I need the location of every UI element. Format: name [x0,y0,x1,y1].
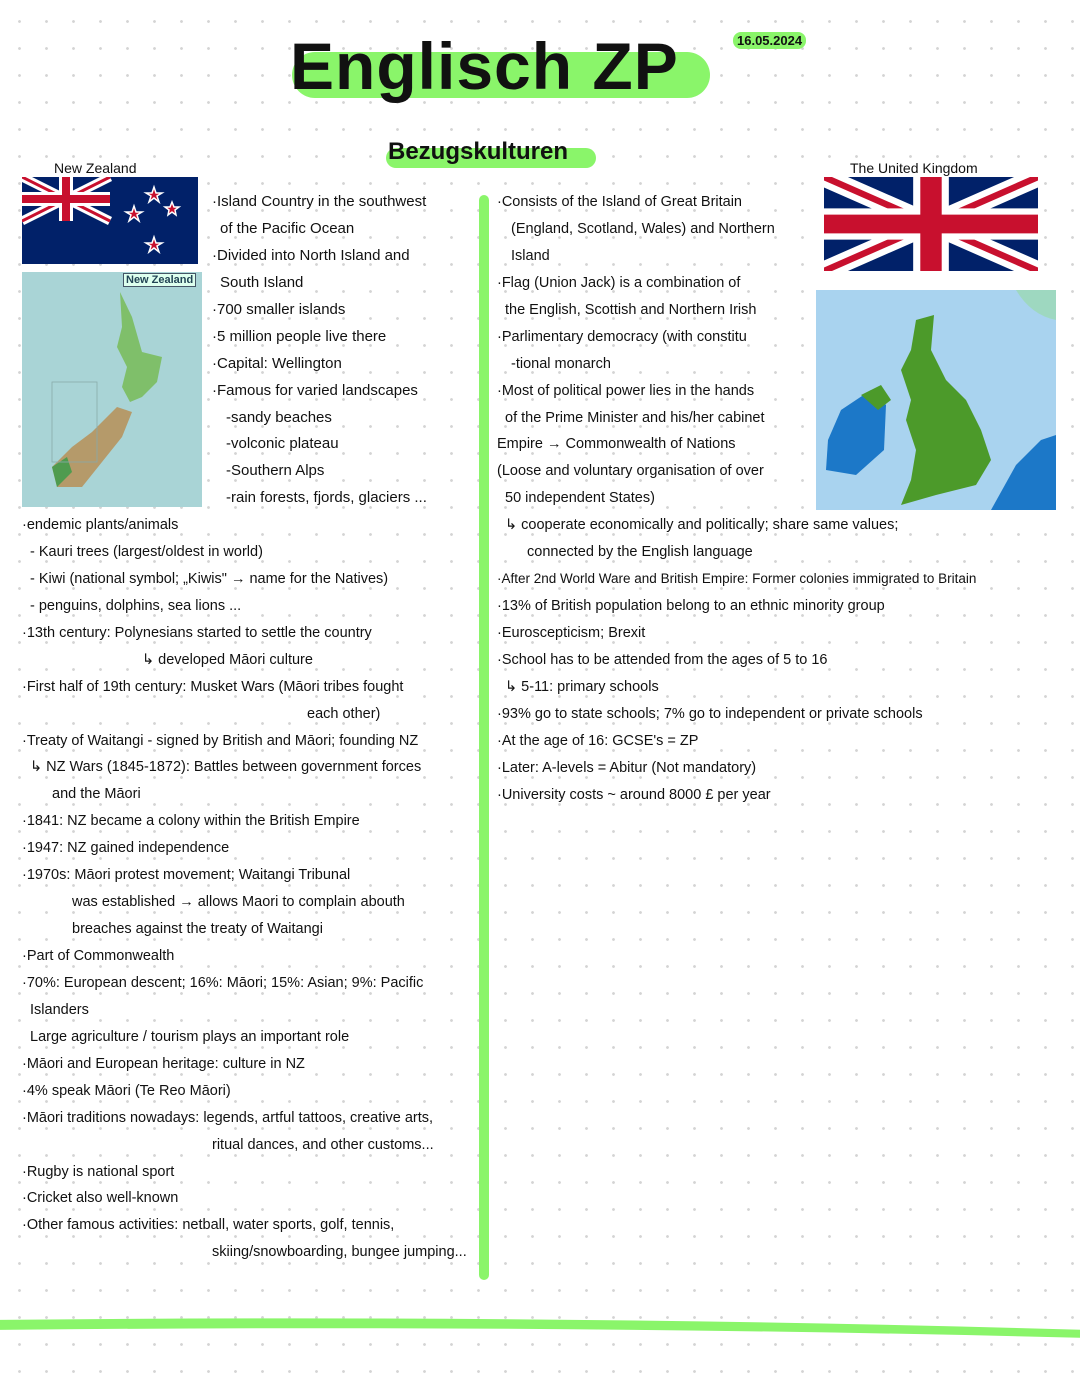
note-line: the English, Scottish and Northern Irish [505,301,757,318]
note-line: (Loose and voluntary organisation of over [497,463,764,480]
note-line: -tional monarch [511,355,611,372]
page-title: Englisch ZP [290,29,679,103]
note-line: ·Flag (Union Jack) is a combination of [497,274,741,291]
note-line: ·Treaty of Waitangi - signed by British and Māori; founding NZ [22,732,419,749]
note-line: ↳ 5-11: primary schools [505,678,659,695]
nz-notes [22,512,467,1266]
note-line: ·Later: A-levels = Abitur (Not mandatory) [497,759,757,776]
note-line: ·Māori and European heritage: culture in NZ [22,1055,305,1072]
note-line: ·13% of British population belong to an ethnic minority group [497,598,885,615]
uk-label: The United Kingdom [850,160,978,176]
note-line: -sandy beaches [226,408,332,426]
nz-map-shape [22,272,202,507]
note-line: each other) [307,705,381,722]
note-line: of the Pacific Ocean [220,219,355,237]
note-line: ·endemic plants/animals [22,517,179,533]
note-line: ·Part of Commonwealth [22,948,175,964]
note-line: Empire → Commonwealth of Nations [497,436,736,453]
note-line: ·At the age of 16: GCSE's = ZP [497,732,699,749]
note-line: -volconic plateau [226,435,339,453]
note-line: breaches against the treaty of Waitangi [72,921,323,938]
note-line: ·4% speak Māori (Te Reo Māori) [22,1082,231,1099]
note-line: ·University costs ~ around 8000 £ per year [497,786,771,803]
note-line: -rain forests, fjords, glaciers ... [226,489,427,507]
note-line: ·First half of 19th century: Musket Wars (Māori tribes fought [22,678,404,695]
nz-map-image [22,272,202,507]
note-line: ·Euroscepticism; Brexit [497,625,646,641]
note-line: ·13th century: Polynesians started to settle the country [22,624,372,641]
note-line: Island [511,247,550,264]
note-line: ↳ developed Māori culture [142,651,313,668]
note-line: ·Rugby is national sport [22,1163,175,1180]
page-subtitle: Bezugskulturen [388,138,569,165]
note-line: ·1947: NZ gained independence [22,840,230,857]
nz-intro-notes [212,189,427,512]
note-line: (England, Scotland, Wales) and Northern [511,220,775,237]
note-line: ·Divided into North Island and [212,246,410,264]
note-line: ·Other famous activities: netball, water sports, golf, tennis, [22,1217,395,1234]
note-line: ·1970s: Māori protest movement; Waitangi Tribunal [22,867,351,884]
note-line: and the Māori [52,786,141,803]
note-line: ·5 million people live there [212,327,387,345]
note-line: ·70%: European descent; 16%: Māori; 15%: Asian; 9%: Pacific [22,974,424,991]
note-line: - penguins, dolphins, sea lions ... [30,597,242,614]
note-line: ·Island Country in the southwest [212,193,427,210]
note-line: ·700 smaller islands [212,300,346,318]
note-line: - Kauri trees (largest/oldest in world) [30,543,263,560]
note-line: Islanders [30,1001,89,1018]
nz-flag-image [22,177,198,264]
note-line: ↳ cooperate economically and politically; share same values; [505,517,899,534]
note-line: Large agriculture / tourism plays an important role [30,1028,350,1045]
note-line: ritual dances, and other customs... [212,1136,434,1153]
note-line: -Southern Alps [226,462,325,480]
note-line: skiing/snowboarding, bungee jumping... [212,1244,467,1261]
note-line: ·Most of political power lies in the hands [497,382,755,399]
note-line: ·After 2nd World Ware and British Empire: Former colonies immigrated to Britain [497,571,977,587]
note-line: ·Capital: Wellington [212,354,342,372]
note-line: ·Māori traditions nowadays: legends, artful tattoos, creative arts, [22,1109,434,1126]
note-line: ·93% go to state schools; 7% go to independent or private schools [497,705,923,722]
note-line: South Island [220,273,304,291]
note-line: - Kiwi (national symbol; „Kiwis" → name for the Natives) [30,570,389,587]
note-line: ·Cricket also well-known [22,1190,179,1207]
uk-notes [497,189,976,809]
date-badge: 16.05.2024 [733,32,806,49]
note-line: ·Famous for varied landscapes [212,381,418,399]
column-divider [479,195,489,1280]
note-line: 50 independent States) [505,490,655,507]
note-line: was established → allows Maori to complain abouth [72,894,405,911]
note-line: ·1841: NZ became a colony within the British Empire [22,813,360,830]
note-line: ·Parlimentary democracy (with constitu [497,328,747,345]
bottom-highlight-stripe [0,1312,1080,1338]
note-line: connected by the English language [527,544,753,561]
note-line: ↳ NZ Wars (1845-1872): Battles between government forces [30,759,422,776]
note-line: ·Consists of the Island of Great Britain [497,194,742,210]
nz-map-title: New Zealand [123,273,196,287]
note-line: of the Prime Minister and his/her cabinet [505,409,765,426]
nz-label: New Zealand [54,160,137,176]
note-line: ·School has to be attended from the ages of 5 to 16 [497,651,828,668]
